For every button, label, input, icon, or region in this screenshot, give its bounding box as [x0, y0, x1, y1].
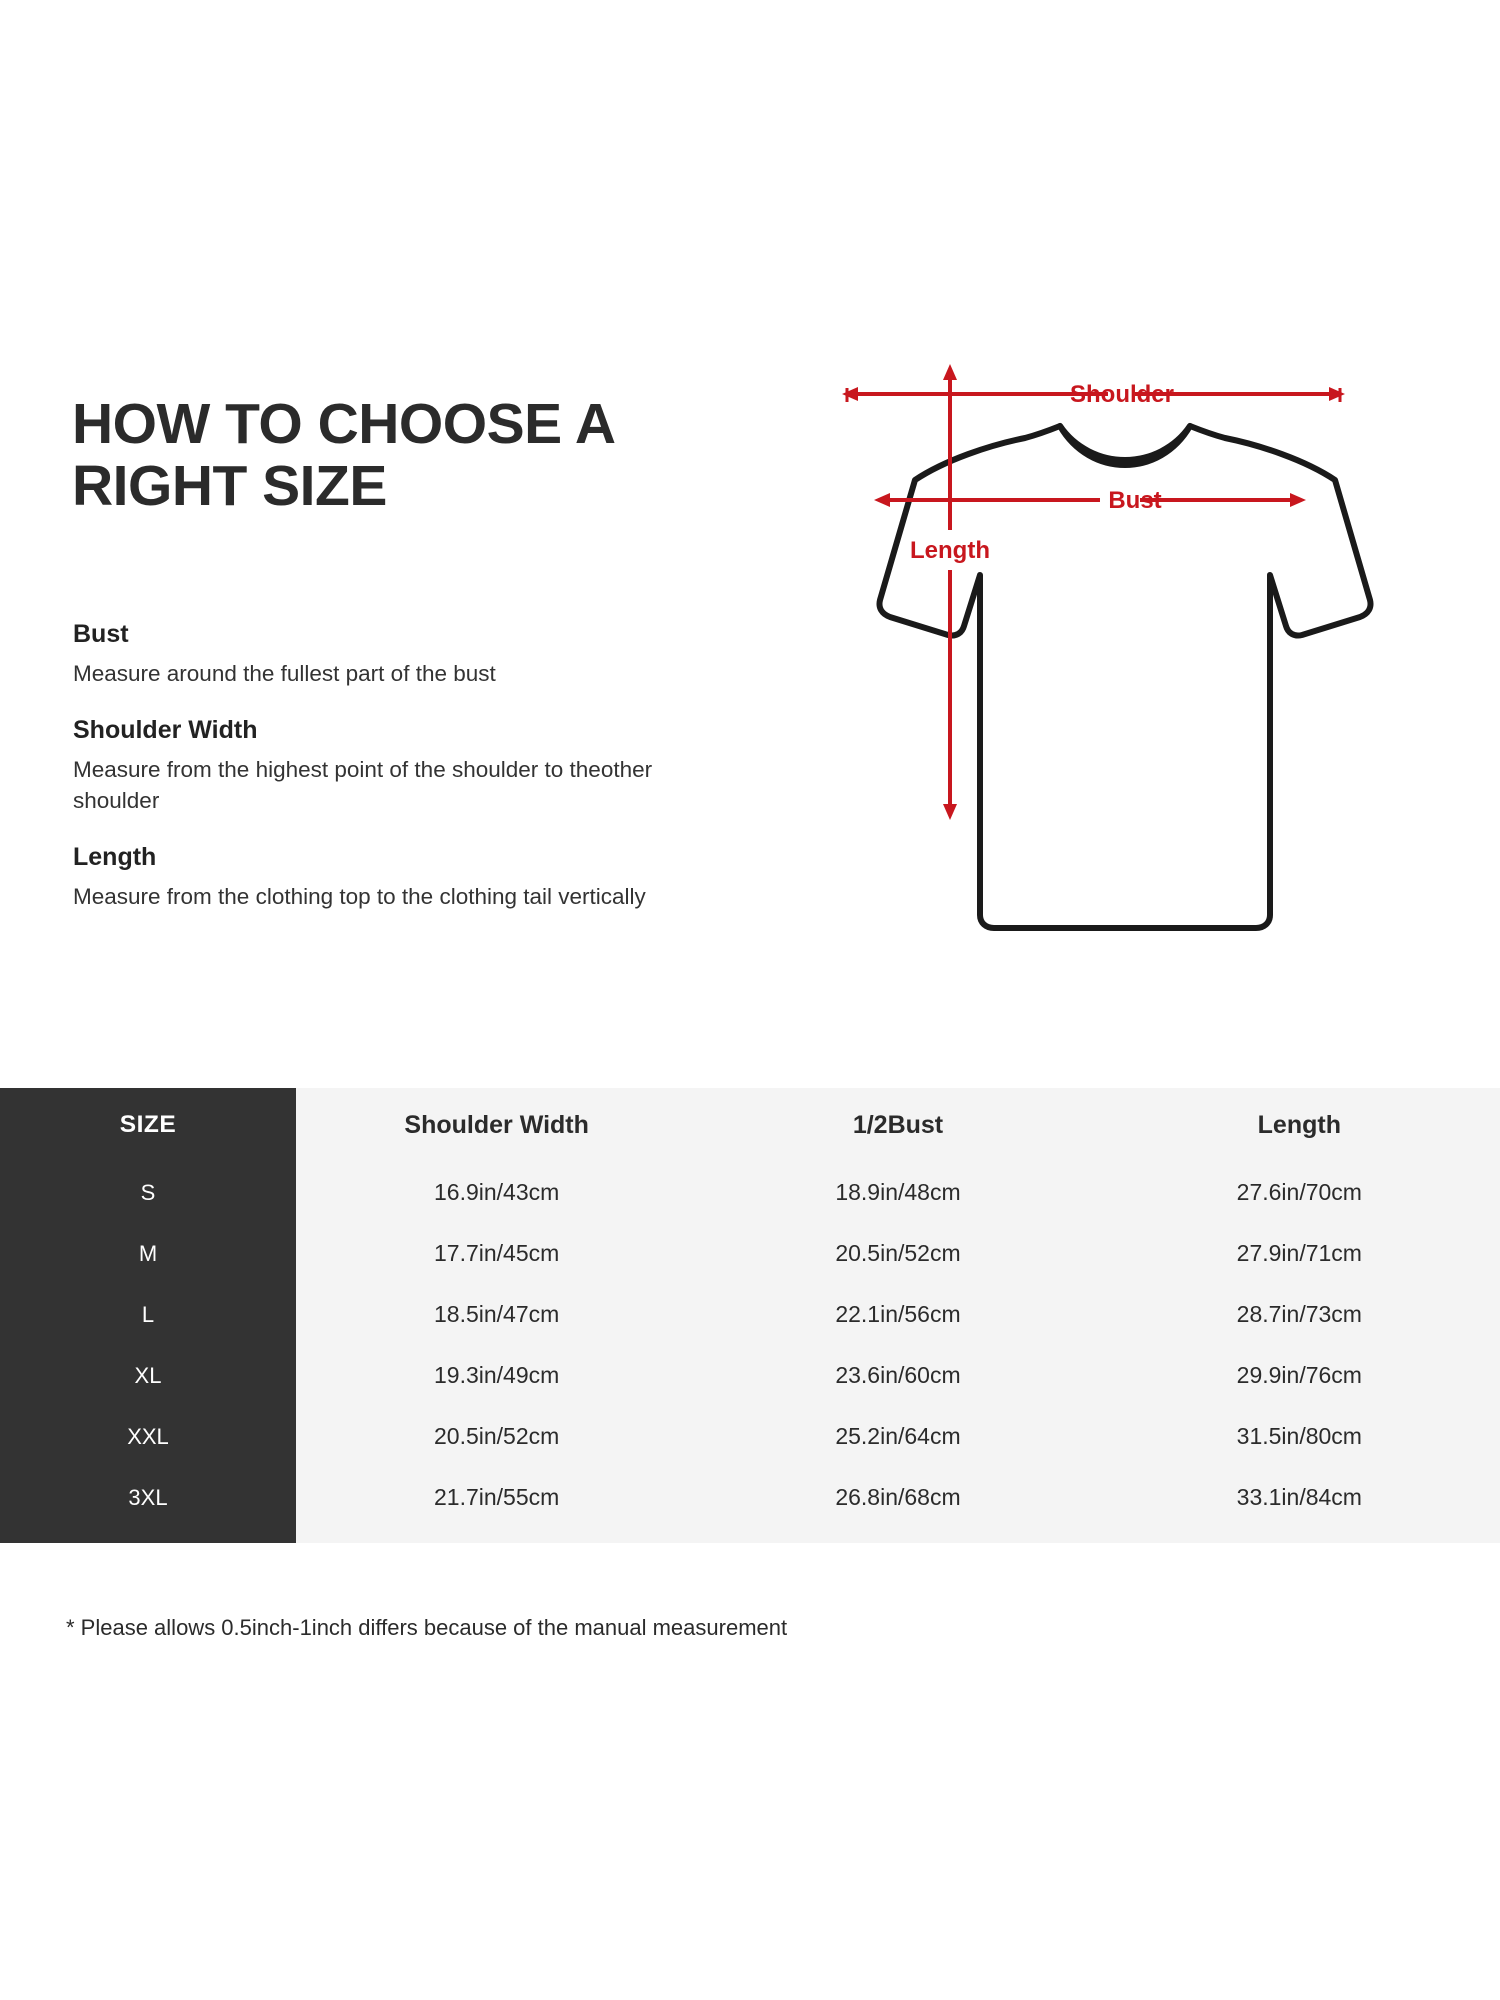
cell-length: 29.9in/76cm — [1236, 1362, 1362, 1388]
cell-shoulder-width: 20.5in/52cm — [434, 1423, 560, 1449]
cell-half-bust: 23.6in/60cm — [835, 1362, 961, 1388]
definition-length — [73, 843, 713, 912]
table-row — [0, 1406, 1500, 1467]
measurement-definitions — [73, 620, 713, 939]
cell-size: XXL — [127, 1423, 169, 1449]
cell-size: L — [141, 1301, 155, 1327]
column-header-shoulder-width: Shoulder Width — [404, 1110, 589, 1139]
cell-size: S — [140, 1179, 156, 1205]
cell-length: 27.9in/71cm — [1236, 1240, 1362, 1266]
tshirt-diagram — [740, 330, 1440, 1030]
size-chart-table — [0, 1088, 1500, 1543]
cell-shoulder-width: 16.9in/43cm — [434, 1179, 560, 1205]
cell-half-bust: 25.2in/64cm — [835, 1423, 961, 1449]
cell-length: 31.5in/80cm — [1236, 1423, 1362, 1449]
definition-title: Shoulder Width — [73, 716, 258, 744]
page-title: HOW TO CHOOSE A RIGHT SIZE — [72, 392, 614, 518]
measurement-disclaimer: * Please allows 0.5inch-1inch differs because of the manual measurement — [66, 1615, 788, 1640]
top-section — [0, 330, 1500, 1070]
cell-size: M — [138, 1240, 158, 1266]
column-header-half-bust: 1/2Bust — [852, 1110, 944, 1139]
definition-shoulder-width — [73, 716, 713, 816]
definition-text: Measure from the highest point of the shoulder to theother shoulder — [73, 757, 653, 813]
table-row — [0, 1223, 1500, 1284]
definition-title: Bust — [73, 620, 129, 648]
table-row — [0, 1162, 1500, 1223]
definition-bust — [73, 620, 713, 689]
cell-shoulder-width: 17.7in/45cm — [434, 1240, 560, 1266]
cell-size: 3XL — [128, 1484, 168, 1510]
table-row — [0, 1467, 1500, 1528]
cell-half-bust: 22.1in/56cm — [835, 1301, 961, 1327]
length-label: Length — [910, 537, 990, 564]
definition-text: Measure from the clothing top to the clothing tail vertically — [73, 884, 646, 909]
definition-title: Length — [73, 843, 157, 871]
shoulder-label: Shoulder — [1069, 381, 1175, 408]
bust-label: Bust — [1108, 487, 1162, 514]
cell-length: 28.7in/73cm — [1236, 1301, 1362, 1327]
table-row — [0, 1345, 1500, 1406]
cell-length: 33.1in/84cm — [1236, 1484, 1362, 1510]
cell-half-bust: 20.5in/52cm — [835, 1240, 961, 1266]
cell-half-bust: 26.8in/68cm — [835, 1484, 961, 1510]
cell-half-bust: 18.9in/48cm — [835, 1179, 961, 1205]
column-header-size: SIZE — [119, 1111, 177, 1138]
cell-size: XL — [134, 1362, 162, 1388]
cell-shoulder-width: 18.5in/47cm — [434, 1301, 560, 1327]
table-header-row — [0, 1088, 1500, 1162]
cell-shoulder-width: 19.3in/49cm — [434, 1362, 560, 1388]
table-row — [0, 1284, 1500, 1345]
definition-text: Measure around the fullest part of the bust — [73, 661, 496, 686]
cell-length: 27.6in/70cm — [1236, 1179, 1362, 1205]
column-header-length: Length — [1257, 1110, 1341, 1139]
cell-shoulder-width: 21.7in/55cm — [434, 1484, 560, 1510]
